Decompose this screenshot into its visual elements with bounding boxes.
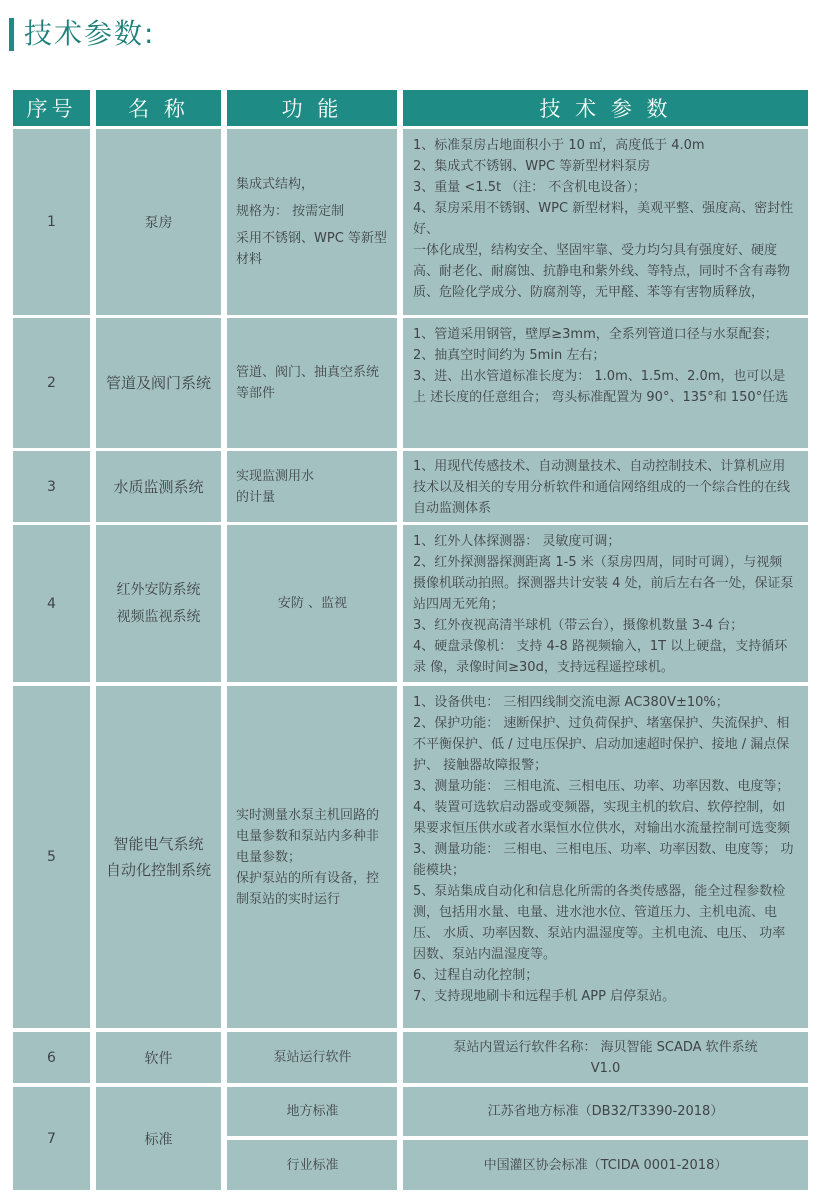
- row-4-params: [403, 525, 808, 682]
- param-line: 2、保护功能： 速断保护、过负荷保护、堵塞保护、失流保护、相 不平衡保护、低 / 过电压保护、启动加速超时保护、接地 / 漏点保护、 接触器故障报警；: [413, 716, 790, 773]
- row-5-seq: 5: [13, 686, 90, 1028]
- function-line: 集成式结构，: [236, 177, 315, 192]
- header-function: 功 能: [227, 90, 397, 126]
- param-line: 1、设备供电： 三相四线制交流电源 AC380V±10%；: [413, 695, 729, 710]
- param-line: 江苏省地方标准（DB32/T3390-2018）: [487, 1104, 724, 1119]
- param-line: 2、集成式不锈钢、WPC 等新型材料泵房: [413, 159, 651, 174]
- param-line: 5、泵站集成自动化和信息化所需的各类传感器，能全过程参数检 测，包括用水量、电量、进水池水位、管道压力、主机电流、电压、 水质、功率因数、泵站内温湿度等。主机电流、电压、 功率因数、泵站内温湿度等。: [413, 884, 786, 962]
- param-line: 一体化成型，结构安全、坚固牢靠、受力均匀具有强度好、硬度高、耐老化、耐腐蚀、抗静电和紫外线、等特点，同时不含有毒物质、危险化学成分、防腐剂等，无甲醛、苯等有害物质释放，: [413, 243, 791, 300]
- function-line: 地方标准: [286, 1104, 339, 1119]
- param-line: 1、标准泵房占地面积小于 10 ㎡，高度低于 4.0m: [413, 138, 705, 153]
- row-6-params: [403, 1032, 808, 1083]
- param-line: 4、装置可选软启动器或变频器，实现主机的软启、软停控制，如 果要求恒压供水或者水渠恒水位供水，对输出水流量控制可选变频 3、测量功能： 三相电、三相电压、功率、功率因数、电度等； 功能模块；: [413, 800, 794, 878]
- row-2-name-text: 管道及阀门系统: [105, 374, 211, 392]
- param-line: 2、抽真空时间约为 5min 左右；: [413, 348, 606, 363]
- param-line: 3、红外夜视高清半球机（带云台），摄像机数量 3-4 台；: [413, 618, 744, 633]
- row-3-name: [96, 451, 221, 522]
- row-1-name-text: 泵房: [144, 215, 173, 231]
- param-line: 中国灌区协会标准（TCIDA 0001-2018）: [483, 1157, 728, 1173]
- row-2-function: [227, 318, 397, 448]
- row-7a-function: [227, 1087, 397, 1136]
- param-line: V1.0: [590, 1060, 621, 1076]
- param-line: 7、支持现地刷卡和远程手机 APP 启停泵站。: [413, 989, 676, 1004]
- row-4-function: [227, 525, 397, 682]
- row-5-params: [403, 686, 808, 1028]
- function-line: 规格为： 按需定制: [236, 204, 345, 219]
- row-3-seq: 3: [13, 451, 90, 522]
- param-line: 3、进、出水管道标准长度为： 1.0m、1.5m、2.0m，也可以是上 述长度的任意组合； 弯头标准配置为 90°、135°和 150°任选: [413, 369, 789, 405]
- row-1-seq: 1: [13, 129, 90, 315]
- function-line: 采用不锈钢、WPC 等新型材料: [236, 231, 387, 267]
- param-line: 6、过程自动化控制；: [413, 968, 539, 983]
- row-2-seq: 2: [13, 318, 90, 448]
- function-line: 泵站运行软件: [273, 1050, 352, 1065]
- row-4-name-line: 视频监视系统: [116, 608, 201, 625]
- function-line: 管道、阀门、抽真空系统等部件: [236, 365, 380, 401]
- title-accent-bar: [9, 18, 14, 51]
- row-4-name: [96, 525, 221, 682]
- row-2-params: [403, 318, 808, 448]
- row-6-function: [227, 1032, 397, 1083]
- function-line: 实时测量水泵主机回路的电量参数和泵站内多种非电量参数；: [236, 807, 380, 865]
- row-7-seq: 7: [13, 1087, 90, 1190]
- param-line: 1、管道采用钢管，壁厚≥3mm，全系列管道口径与水泵配套；: [413, 327, 778, 342]
- param-line: 1、红外人体探测器： 灵敏度可调；: [413, 534, 621, 549]
- page-title: 技术参数:: [24, 17, 156, 50]
- row-3-params: [403, 451, 808, 522]
- row-1-params: [403, 129, 808, 315]
- row-5-name-line: 自动化控制系统: [105, 861, 211, 879]
- function-line: 的计量: [236, 489, 276, 505]
- row-5-name: [96, 686, 221, 1028]
- row-1-function: [227, 129, 397, 315]
- function-line: 安防 、监视: [277, 596, 348, 611]
- param-line: 1、用现代传感技术、自动测量技术、自动控制技术、计算机应用技术以及相关的专用分析软件和通信网络组成的一个综合性的在线自动监测体系: [413, 459, 791, 516]
- param-line: 4、硬盘录像机： 支持 4-8 路视频输入，1T 以上硬盘，支持循环录 像，录像时间≥30d，支持远程遥控球机。: [413, 639, 788, 675]
- param-line: 4、泵房采用不锈钢、WPC 新型材料，美观平整、强度高、密封性好、: [413, 201, 794, 237]
- row-6-name-text: 软件: [144, 1050, 173, 1067]
- row-7-name-text: 标准: [144, 1131, 173, 1148]
- row-6-seq: 6: [13, 1032, 90, 1083]
- row-7b-function: [227, 1140, 397, 1190]
- param-line: 泵站内置运行软件名称： 海贝智能 SCADA 软件系统: [453, 1039, 758, 1055]
- function-line: 行业标准: [286, 1157, 339, 1173]
- row-4-name-line: 红外安防系统: [116, 581, 201, 598]
- row-4-seq: 4: [13, 525, 90, 682]
- row-3-name-text: 水质监测系统: [113, 477, 204, 496]
- row-5-name-line: 智能电气系统: [113, 835, 204, 853]
- header-params: 技 术 参 数: [403, 90, 808, 126]
- header-name: 名 称: [96, 90, 221, 126]
- row-5-function: [227, 686, 397, 1028]
- row-3-function: [227, 451, 397, 522]
- row-1-name: [96, 129, 221, 315]
- param-line: 2、红外探测器探测距离 1-5 米（泵房四周，同时可调），与视频 摄像机联动拍照。探测器共计安装 4 处，前后左右各一处，保证泵 站四周无死角；: [413, 555, 794, 612]
- row-2-name: [96, 318, 221, 448]
- param-line: 3、重量 <1.5t （注： 不含机电设备）；: [413, 180, 646, 195]
- row-7a-params: [403, 1087, 808, 1136]
- param-line: 3、测量功能： 三相电流、三相电压、功率、功率因数、电度等；: [413, 779, 790, 794]
- function-line: 保护泵站的所有设备，控制泵站的实时运行: [236, 870, 380, 907]
- function-line: 实现监测用水: [236, 468, 315, 484]
- header-seq: 序号: [13, 90, 90, 126]
- row-6-name: [96, 1032, 221, 1083]
- row-7-name: [96, 1087, 221, 1190]
- row-7b-params: [403, 1140, 808, 1190]
